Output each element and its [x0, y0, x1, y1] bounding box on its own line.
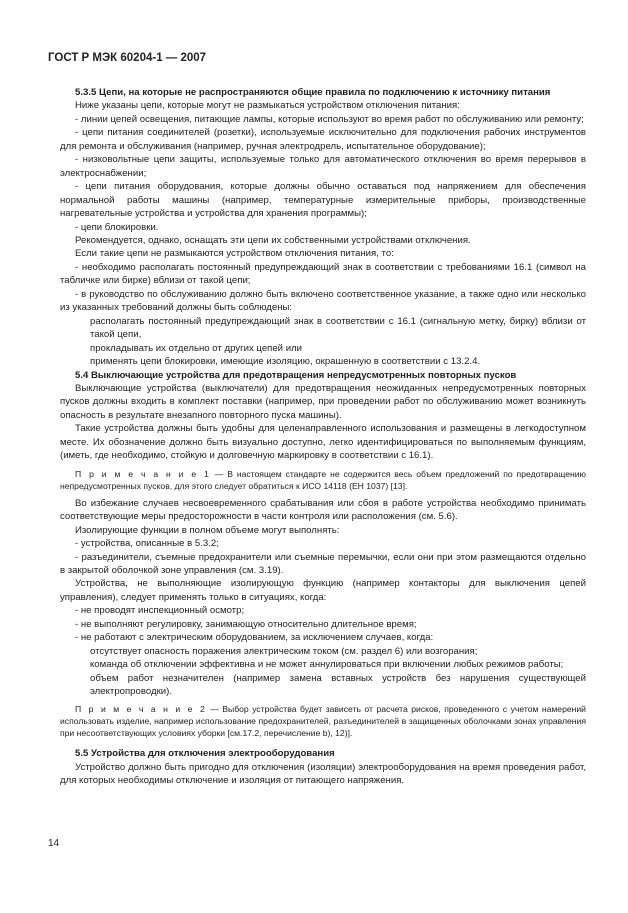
section-heading-5-4: 5.4 Выключающие устройства для предотвращения непредусмотренных повторных пусков	[75, 369, 517, 381]
document-header: ГОСТ Р МЭК 60204-1 — 2007	[48, 52, 207, 64]
section-heading-5-3-5: 5.3.5 Цепи, на которые не распространяются общие правила по подключению к источнику питания	[75, 87, 551, 98]
note-label: П р и м е ч а н и е 1	[75, 468, 211, 479]
note-1	[60, 468, 586, 492]
paragraph: Устройство должно быть пригодно для отключения (изоляции) электрооборудования на время проведения работ, для которых необходимы отключение и изоляция от питающего напряжения.	[60, 761, 586, 787]
sub-list-item: объем работ незначителен (например замена вставных устройств без нарушения существующей электропроводки).	[90, 672, 586, 698]
document-body	[60, 78, 586, 788]
paragraph: Если такие цепи не размыкаются устройством отключения питания, то:	[75, 248, 394, 260]
paragraph: Ниже указаны цепи, которые могут не размыкаться устройством отключения питания:	[75, 100, 460, 112]
list-item: - разъединители, съемные предохранители или съемные перемычки, если они при этом размещаются отдельно в закрытой оболочкой зоне управления (см. 3.19).	[60, 551, 586, 576]
sub-list-item: располагать постоянный предупреждающий знак в соответствии с 16.1 (сигнальную метку, бирку) вблизи от такой цепи,	[90, 315, 586, 341]
paragraph: Такие устройства должны быть удобны для целенаправленного использования и размещены в легкодоступном месте. Их обозначение должно быть визуально доступно, легко идентифицироваться по выполняемым функциям, (иметь, где необходимо, стойкую и долговечную маркировку в соответствии с 16.1).	[60, 423, 586, 462]
note-2	[60, 703, 586, 739]
list-item: - цепи питания соединителей (розетки), используемые исключительно для подключения рабочих инструментов для ремонта и обслуживания (например, ручная электродрель, испытательное оборудование);	[60, 127, 586, 152]
list-item: - не работают с электрическим оборудованием, за исключением случаев, когда:	[75, 632, 434, 644]
sub-list-item: прокладывать их отдельно от других цепей или	[90, 342, 303, 354]
list-item: - не проводят инспекционный осмотр;	[75, 605, 245, 617]
sub-list-item: применять цепи блокировки, имеющие изоляцию, окрашенную в соответствии с 13.2.4.	[90, 356, 481, 368]
note-text: — Выбор устройства будет зависеть от расчета рисков, проведенного с учетом намерений использовать изделие, например использование предохранителей, разъединителей в защищенных оболочками зонах управления при несоответствующих условиях уборки [см.17.2, перечисление b), 12)].	[60, 704, 586, 739]
note-label: П р и м е ч а н и е 2	[75, 704, 207, 715]
note-text: — В настоящем стандарте не содержится весь объем предложений по предотвращению непредусмотренных пусков, для этого следует обратиться к ИСО 14118 (ЕН 1037) [13].	[60, 468, 586, 491]
page-number: 14	[48, 838, 60, 849]
sub-list-item: команда об отключении эффективна и не может аннулироваться при включении любых режимов работы;	[90, 659, 564, 671]
list-item: - устройства, описанные в 5.3.2;	[75, 538, 219, 550]
paragraph: Изолирующие функции в полном объеме могут выполнять:	[75, 524, 340, 536]
list-item: - низковольтные цепи защиты, используемые только для автоматического отключения во время перерывов в электроснабжении;	[60, 154, 586, 179]
paragraph: Устройства, не выполняющие изолирующую функцию (например контакторы для выключения цепей управления), следует применять только в ситуациях, когда:	[60, 578, 586, 603]
sub-list-item: отсутствует опасность поражения электрическим током (см. раздел 6) или возгорания;	[90, 645, 478, 657]
list-item: - цепи блокировки.	[75, 221, 159, 233]
paragraph: Во избежание случаев несвоевременного срабатывания или сбоя в работе устройства необходимо принимать соответствующие меры предосторожности в части контроля или расположения (см. 5.6).	[60, 497, 586, 523]
list-item: - в руководство по обслуживанию должно быть включено соответственное указание, а также одно или несколько из указанных требований должны быть соблюдены:	[60, 288, 586, 314]
paragraph: Рекомендуется, однако, оснащать эти цепи их собственными устройствами отключения.	[75, 234, 471, 246]
section-heading-5-5: 5.5 Устройства для отключения электрооборудования	[75, 748, 335, 760]
list-item: - цепи питания оборудования, которые должны обычно оставаться под напряжением для обеспечения нормальной работы машины (например, температурные измерительные приборы, производственные нагревательные устройства и устройства для хранения программы);	[60, 181, 586, 220]
paragraph: Выключающие устройства (выключатели) для предотвращения неожиданных непредусмотренных повторных пусков должны входить в комплект поставки (например, при проведении работ по обслуживанию может возникнуть опасность в результате внезапного повторного пуска машины).	[60, 382, 586, 421]
list-item: - не выполняют регулировку, занимающую относительно длительное время;	[75, 618, 417, 630]
list-item: - необходимо располагать постоянный предупреждающий знак в соответствии с требованиями 16.1 (символ на табличке или бирке) вблизи от такой цепи;	[60, 261, 586, 287]
list-item: - линии цепей освещения, питающие лампы, которые используют во время работ по обслуживанию или ремонту;	[75, 113, 584, 125]
